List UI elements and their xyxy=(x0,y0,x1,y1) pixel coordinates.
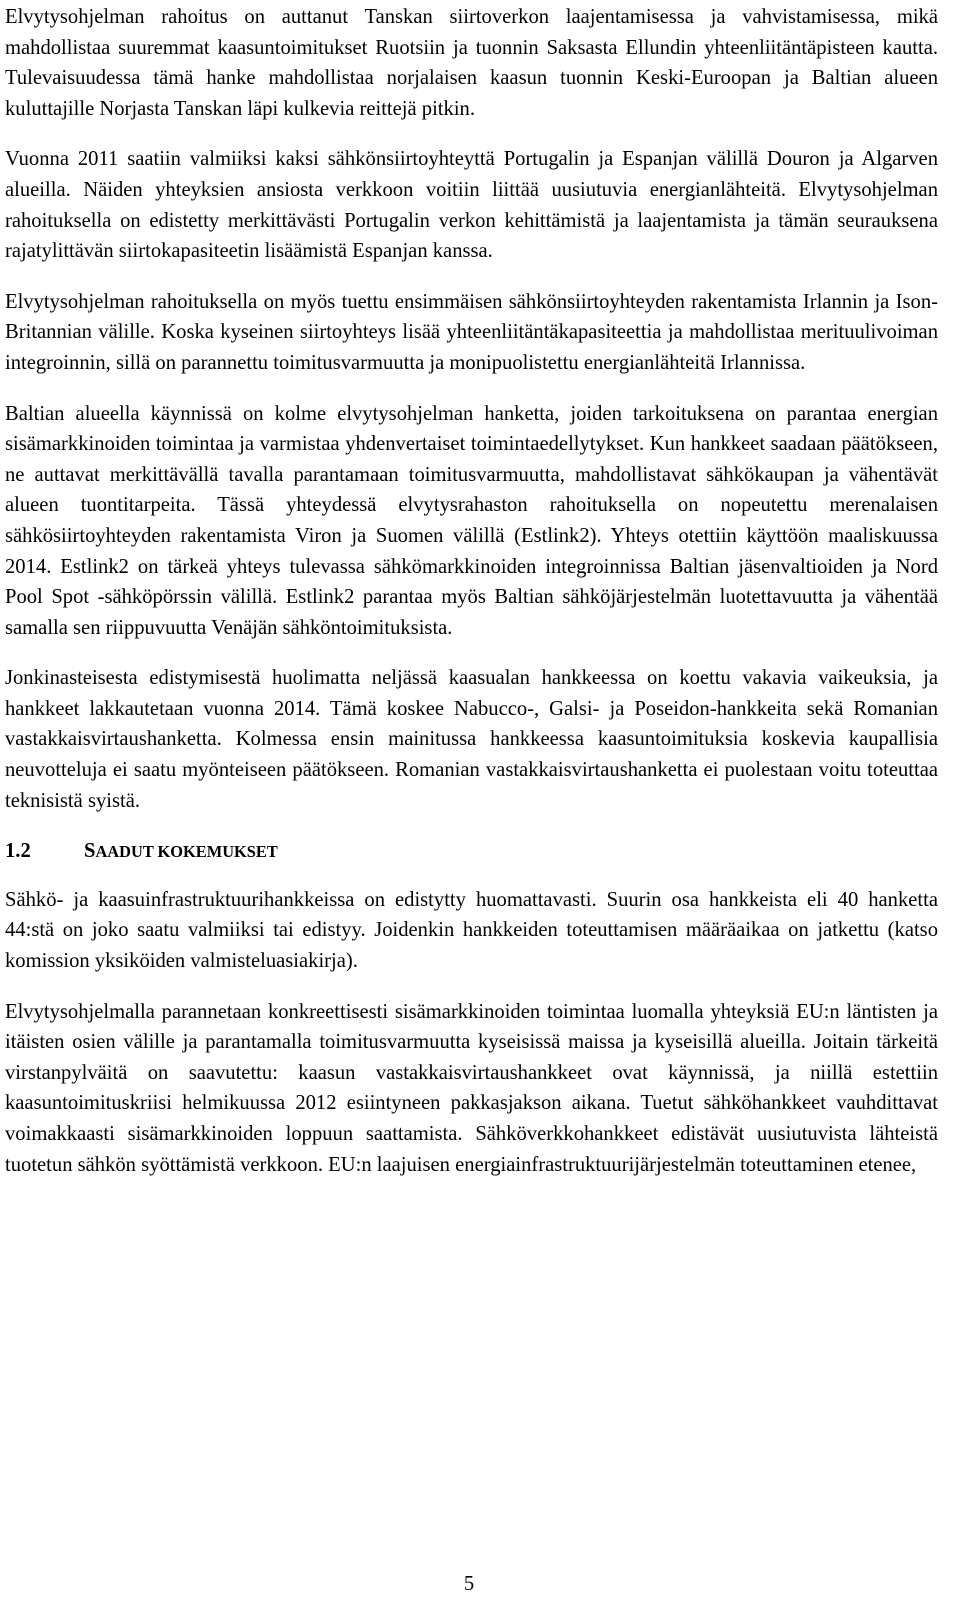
document-page xyxy=(5,2,938,1200)
paragraph-portugal-spain: Vuonna 2011 saatiin valmiiksi kaksi sähkönsiirtoyhteyttä Portugalin ja Espanjan välillä Douron ja Algarven alueilla. Näiden yhteyksien ansiosta verkkoon voitiin liittää uusiutuvia energianlähteitä. Elvytysohjelman rahoituksella on edistetty merkittävästi Portugalin verkon kehittämistä ja laajentamista ja tämän seurauksena rajatylittävän siirtokapasiteetin lisäämistä Espanjan kanssa. xyxy=(5,148,938,263)
paragraph-denmark-gas: Elvytysohjelman rahoitus on auttanut Tanskan siirtoverkon laajentamisessa ja vahvistamisessa, mikä mahdollistaa suuremmat kaasuntoimitukset Ruotsiin ja tuonnin Saksasta Ellundin yhteenliitäntäpisteen kautta. Tulevaisuudessa tämä hanke mahdollistaa norjalaisen kaasun tuonnin Keski-Euroopan ja Baltian alueen kuluttajille Norjasta Tanskan läpi kulkevia reittejä pitkin. xyxy=(5,6,938,120)
paragraph-internal-market: Elvytysohjelmalla parannetaan konkreettisesti sisämarkkinoiden toimintaa luomalla yhteyksiä EU:n läntisten ja itäisten osien välille ja parantamalla toimitusvarmuutta kyseisissä maissa ja kyseisillä alueilla. Joitain tärkeitä virstanpylväitä on saavutettu: kaasun vastakkaisvirtaushankkeet ovat käynnissä, ja niillä estettiin kaasuntoimituskriisi helmikuussa 2012 esiintyneen pakkasjakson aikana. Tuetut sähköhankkeet vauhdittavat voimakkaasti sisämarkkinoiden loppuun saattamista. Sähköverkkohankkeet edistävät uusiutuvista lähteistä tuotetun sähkön syöttämistä verkkoon. EU:n laajuisen energiainfrastruktuurijärjestelmän toteuttaminen etenee, xyxy=(5,1000,938,1176)
section-title-first-letter: S xyxy=(84,840,96,863)
section-number: 1.2 xyxy=(5,840,31,863)
page-number: 5 xyxy=(463,1573,475,1595)
paragraph-progress-summary: Sähkö- ja kaasuinfrastruktuurihankkeissa on edistytty huomattavasti. Suurin osa hankkeista eli 40 hanketta 44:stä on joko saatu valmiiksi tai edistyy. Joidenkin hankkeiden toteuttamisen määräaikaa on jatkettu (katso komission yksiköiden valmisteluasiakirja). xyxy=(5,888,938,973)
section-title xyxy=(84,836,278,868)
section-heading xyxy=(5,836,938,868)
paragraph-gas-projects-difficulties: Jonkinasteisesta edistymisestä huolimatta neljässä kaasualan hankkeessa on koettu vakavia vaikeuksia, ja hankkeet lakkautetaan vuonna 2014. Tämä koskee Nabucco-, Galsi- ja Poseidon-hankkeita sekä Romanian vastakkaisvirtaushanketta. Kolmessa ensin mainitussa hankkeessa kaasuntoimituksia koskevia kaupallisia neuvotteluja ei saatu myönteiseen päätökseen. Romanian vastakkaisvirtaushanketta ei puolestaan voitu toteuttaa teknisistä syistä. xyxy=(5,667,938,812)
paragraph-baltic-estlink2: Baltian alueella käynnissä on kolme elvytysohjelman hanketta, joiden tarkoituksena on parantaa energian sisämarkkinoiden toimintaa ja varmistaa yhdenvertaiset toimintaedellytykset. Kun hankkeet saadaan päätökseen, ne auttavat merkittävällä tavalla parantamaan toimitusvarmuutta, mahdollistavat sähkökaupan ja vähentävät alueen tuontitarpeita. Tässä yhteydessä elvytysrahaston rahoituksella on nopeutettu merenalaisen sähkösiirtoyhteyden rakentamista Viron ja Suomen välillä (Estlink2). Yhteys otettiin käyttöön maaliskuussa 2014. Estlink2 on tärkeä yhteys tulevassa sähkömarkkinoiden integroinnissa Baltian jäsenvaltioiden ja Nord Pool Spot -sähköpörssin välillä. Estlink2 parantaa myös Baltian sähköjärjestelmän luotettavuutta ja vähentää samalla sen riippuvuutta Venäjän sähköntoimituksista. xyxy=(5,402,938,639)
paragraph-ireland-uk: Elvytysohjelman rahoituksella on myös tuettu ensimmäisen sähkönsiirtoyhteyden rakentamista Irlannin ja Ison-Britannian välille. Koska kyseinen siirtoyhteys lisää yhteenliitäntäkapasiteettia ja mahdollistaa merituulivoiman integroinnin, sillä on parannettu toimitusvarmuutta ja monipuolistettu energianlähteitä Irlannissa. xyxy=(5,290,938,374)
section-title-rest: AADUT KOKEMUKSET xyxy=(95,842,278,862)
